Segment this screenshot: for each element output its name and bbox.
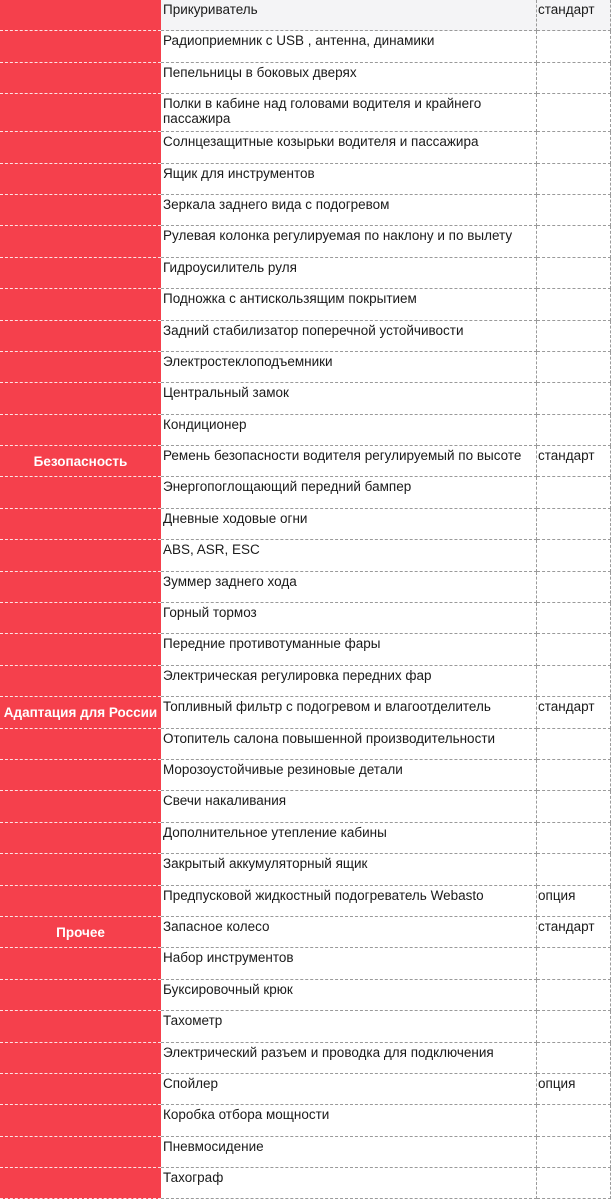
- category-cell: [0, 352, 161, 383]
- feature-cell: Полки в кабине над головами водителя и крайнего пассажира: [161, 94, 537, 132]
- category-divider: [0, 1198, 161, 1199]
- category-cell: [0, 980, 161, 1011]
- value-cell: стандарт: [537, 697, 611, 728]
- table-row: [0, 0, 611, 31]
- category-cell: [0, 697, 161, 728]
- category-cell: [0, 729, 161, 760]
- table-row: [0, 446, 611, 477]
- value-cell: [537, 603, 611, 634]
- table-row: [0, 666, 611, 697]
- table-row: [0, 854, 611, 885]
- feature-cell: Гидроусилитель руля: [161, 258, 537, 289]
- table-row: [0, 980, 611, 1011]
- table-row: [0, 321, 611, 352]
- table-row: [0, 886, 611, 917]
- table-row: [0, 1043, 611, 1074]
- category-cell: [0, 603, 161, 634]
- feature-cell: Передние противотуманные фары: [161, 634, 537, 665]
- feature-cell: Радиоприемник с USB , антенна, динамики: [161, 31, 537, 62]
- feature-cell: Электрическая регулировка передних фар: [161, 666, 537, 697]
- value-cell: [537, 666, 611, 697]
- feature-cell: Предпусковой жидкостный подогреватель Webasto: [161, 886, 537, 917]
- category-cell: [0, 948, 161, 979]
- feature-cell: Дополнительное утепление кабины: [161, 823, 537, 854]
- table-row: [0, 352, 611, 383]
- category-label: Адаптация для России: [3, 705, 158, 721]
- category-cell: [0, 0, 161, 31]
- feature-cell: Запасное колесо: [161, 917, 537, 948]
- feature-cell: Подножка с антискользящим покрытием: [161, 289, 537, 320]
- feature-cell: Пневмосидение: [161, 1137, 537, 1168]
- feature-cell: Морозоустойчивые резиновые детали: [161, 760, 537, 791]
- value-cell: [537, 791, 611, 822]
- value-cell: [537, 1011, 611, 1042]
- value-cell: стандарт: [537, 917, 611, 948]
- table-row: [0, 63, 611, 94]
- category-cell: [0, 917, 161, 948]
- value-cell: [537, 572, 611, 603]
- category-cell: [0, 1011, 161, 1042]
- feature-cell: ABS, ASR, ESC: [161, 540, 537, 571]
- table-row: [0, 258, 611, 289]
- category-cell: [0, 132, 161, 163]
- table-row: [0, 164, 611, 195]
- value-cell: [537, 634, 611, 665]
- category-cell: [0, 540, 161, 571]
- feature-cell: Кондиционер: [161, 415, 537, 446]
- category-cell: [0, 1074, 161, 1105]
- category-cell: [0, 1105, 161, 1136]
- feature-cell: Солнцезащитные козырьки водителя и пассажира: [161, 132, 537, 163]
- table-row: [0, 415, 611, 446]
- value-cell: [537, 540, 611, 571]
- category-cell: [0, 1137, 161, 1168]
- value-cell: [537, 760, 611, 791]
- table-row: [0, 917, 611, 948]
- table-row: [0, 289, 611, 320]
- value-cell: [537, 1137, 611, 1168]
- value-cell: [537, 132, 611, 163]
- table-row: [0, 634, 611, 665]
- table-row: [0, 94, 611, 132]
- table-row: [0, 791, 611, 822]
- feature-cell: Электростеклоподъемники: [161, 352, 537, 383]
- value-cell: опция: [537, 886, 611, 917]
- category-cell: [0, 321, 161, 352]
- value-cell: [537, 854, 611, 885]
- category-cell: [0, 634, 161, 665]
- table-row: [0, 603, 611, 634]
- feature-cell: Пепельницы в боковых дверях: [161, 63, 537, 94]
- feature-cell: Зуммер заднего хода: [161, 572, 537, 603]
- category-cell: [0, 446, 161, 477]
- table-row: [0, 729, 611, 760]
- category-cell: [0, 509, 161, 540]
- category-cell: [0, 94, 161, 132]
- feature-cell: Ящик для инструментов: [161, 164, 537, 195]
- category-cell: [0, 63, 161, 94]
- value-cell: [537, 383, 611, 414]
- value-cell: [537, 63, 611, 94]
- category-cell: [0, 383, 161, 414]
- feature-cell: Коробка отбора мощности: [161, 1105, 537, 1136]
- value-cell: [537, 477, 611, 508]
- category-cell: [0, 164, 161, 195]
- feature-cell: Тахограф: [161, 1168, 537, 1199]
- category-cell: [0, 289, 161, 320]
- value-cell: [537, 164, 611, 195]
- table-row: [0, 1011, 611, 1042]
- feature-cell: Энергопоглощающий передний бампер: [161, 477, 537, 508]
- value-cell: [537, 1105, 611, 1136]
- category-label: Прочее: [56, 925, 105, 941]
- table-row: [0, 697, 611, 728]
- feature-cell: Горный тормоз: [161, 603, 537, 634]
- table-row: [0, 1168, 611, 1199]
- table-row: [0, 132, 611, 163]
- value-cell: [537, 195, 611, 226]
- feature-cell: Задний стабилизатор поперечной устойчивости: [161, 321, 537, 352]
- value-cell: [537, 226, 611, 257]
- category-cell: [0, 1043, 161, 1074]
- table-row: [0, 477, 611, 508]
- category-cell: [0, 791, 161, 822]
- category-cell: [0, 1168, 161, 1199]
- feature-cell: Дневные ходовые огни: [161, 509, 537, 540]
- feature-cell: Топливный фильтр с подогревом и влагоотделитель: [161, 697, 537, 728]
- feature-cell: Отопитель салона повышенной производительности: [161, 729, 537, 760]
- value-cell: [537, 729, 611, 760]
- category-cell: [0, 572, 161, 603]
- category-cell: [0, 195, 161, 226]
- category-cell: [0, 477, 161, 508]
- table-row: [0, 31, 611, 62]
- category-cell: [0, 31, 161, 62]
- value-cell: [537, 321, 611, 352]
- feature-cell: Свечи накаливания: [161, 791, 537, 822]
- table-row: [0, 1137, 611, 1168]
- value-cell: [537, 289, 611, 320]
- table-row: [0, 760, 611, 791]
- feature-cell: Прикуриватель: [161, 0, 537, 31]
- category-cell: [0, 854, 161, 885]
- value-cell: [537, 352, 611, 383]
- category-cell: [0, 258, 161, 289]
- table-row: [0, 1105, 611, 1136]
- feature-cell: Зеркала заднего вида с подогревом: [161, 195, 537, 226]
- feature-cell: Центральный замок: [161, 383, 537, 414]
- value-cell: стандарт: [537, 0, 611, 31]
- value-cell: [537, 948, 611, 979]
- category-cell: [0, 415, 161, 446]
- value-cell: [537, 94, 611, 132]
- feature-cell: Рулевая колонка регулируемая по наклону и по вылету: [161, 226, 537, 257]
- feature-cell: Тахометр: [161, 1011, 537, 1042]
- category-cell: [0, 886, 161, 917]
- table-row: [0, 509, 611, 540]
- category-cell: [0, 823, 161, 854]
- table-row: [0, 195, 611, 226]
- value-cell: [537, 823, 611, 854]
- value-cell: [537, 258, 611, 289]
- feature-cell: Набор инструментов: [161, 948, 537, 979]
- table-row: [0, 1074, 611, 1105]
- value-cell: [537, 509, 611, 540]
- table-row: [0, 226, 611, 257]
- table-row: [0, 383, 611, 414]
- value-cell: стандарт: [537, 446, 611, 477]
- category-label: Безопасность: [33, 454, 128, 470]
- category-cell: [0, 760, 161, 791]
- value-cell: [537, 980, 611, 1011]
- value-cell: [537, 31, 611, 62]
- feature-cell: Ремень безопасности водителя регулируемый по высоте: [161, 446, 537, 477]
- feature-cell: Спойлер: [161, 1074, 537, 1105]
- table-row: [0, 948, 611, 979]
- category-cell: [0, 666, 161, 697]
- value-cell: опция: [537, 1074, 611, 1105]
- feature-cell: Буксировочный крюк: [161, 980, 537, 1011]
- value-cell: [537, 415, 611, 446]
- value-cell: [537, 1043, 611, 1074]
- category-cell: [0, 226, 161, 257]
- table-row: [0, 572, 611, 603]
- value-cell: [537, 1168, 611, 1199]
- table-row: [0, 540, 611, 571]
- feature-cell: Закрытый аккумуляторный ящик: [161, 854, 537, 885]
- feature-cell: Электрический разъем и проводка для подключения: [161, 1043, 537, 1074]
- table-row: [0, 823, 611, 854]
